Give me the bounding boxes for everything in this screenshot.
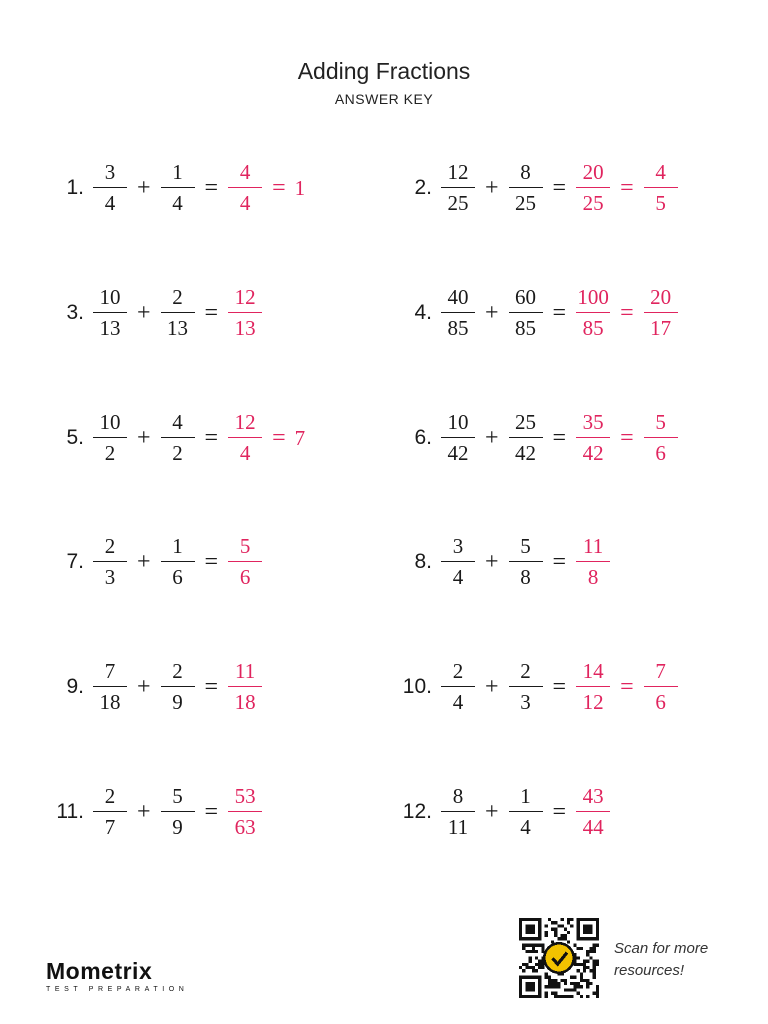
problem-3 bbox=[44, 283, 263, 343]
qr-caption-line1: Scan for more bbox=[614, 940, 709, 957]
addend-b bbox=[508, 162, 544, 214]
addend-b-numerator: 2 bbox=[172, 285, 183, 309]
addend-b bbox=[160, 661, 196, 713]
problem-5 bbox=[44, 408, 305, 468]
answer-simplified bbox=[643, 162, 679, 214]
plus-sign: + bbox=[485, 175, 499, 201]
answer-simplified-denominator: 17 bbox=[650, 316, 672, 340]
problem-number: 8. bbox=[414, 550, 432, 573]
problem-number: 6. bbox=[414, 426, 432, 449]
problem-number: 3. bbox=[66, 301, 84, 324]
problem-6 bbox=[392, 408, 679, 468]
plus-sign: + bbox=[137, 175, 151, 201]
addend-b-numerator: 2 bbox=[172, 659, 183, 683]
equals-sign: = bbox=[204, 425, 219, 451]
addend-a-denominator: 25 bbox=[447, 191, 469, 215]
answer-simplified-numerator: 20 bbox=[650, 285, 672, 309]
equals-sign: = bbox=[204, 674, 219, 700]
problem-1 bbox=[44, 158, 305, 218]
problem-number: 5. bbox=[66, 426, 84, 449]
plus-sign: + bbox=[485, 425, 499, 451]
addend-a bbox=[92, 536, 128, 588]
addend-a bbox=[440, 786, 476, 838]
problem-10 bbox=[392, 657, 679, 717]
qr-caption bbox=[614, 938, 708, 982]
addend-b bbox=[508, 661, 544, 713]
addend-b-numerator: 25 bbox=[515, 410, 537, 434]
problem-8 bbox=[392, 532, 611, 592]
answer-sum-numerator: 11 bbox=[234, 659, 256, 683]
problem-7 bbox=[44, 532, 263, 592]
addend-b bbox=[160, 786, 196, 838]
answer-sum-numerator: 35 bbox=[582, 410, 604, 434]
answer-simplified-numerator: 4 bbox=[655, 160, 666, 184]
problem-number: 2. bbox=[414, 176, 432, 199]
answer-sum bbox=[227, 536, 263, 588]
answer-sum-numerator: 5 bbox=[239, 534, 251, 558]
problem-number: 7. bbox=[66, 550, 84, 573]
equals-sign: = bbox=[272, 175, 286, 201]
problem-number: 12. bbox=[402, 800, 432, 823]
addend-a-numerator: 2 bbox=[452, 659, 464, 683]
addend-b-numerator: 1 bbox=[172, 534, 183, 558]
plus-sign: + bbox=[485, 549, 499, 575]
answer-sum-denominator: 85 bbox=[582, 316, 604, 340]
problem-9 bbox=[44, 657, 263, 717]
addend-a-denominator: 4 bbox=[452, 565, 464, 589]
answer-simplified bbox=[643, 661, 679, 713]
answer-sum bbox=[575, 661, 611, 713]
addend-a bbox=[92, 661, 128, 713]
addend-a bbox=[92, 786, 128, 838]
plus-sign: + bbox=[137, 674, 151, 700]
plus-sign: + bbox=[485, 674, 499, 700]
addend-a bbox=[440, 661, 476, 713]
addend-b-denominator: 2 bbox=[172, 441, 183, 465]
addend-b-denominator: 85 bbox=[515, 316, 537, 340]
checkmark-badge-icon bbox=[544, 943, 573, 972]
addend-b-numerator: 5 bbox=[520, 534, 531, 558]
answer-sum-numerator: 11 bbox=[582, 534, 604, 558]
problem-number: 11. bbox=[56, 800, 84, 823]
addend-a-denominator: 2 bbox=[104, 441, 116, 465]
answer-simplified-denominator: 6 bbox=[655, 690, 666, 714]
addend-b-numerator: 2 bbox=[520, 659, 531, 683]
answer-sum-numerator: 12 bbox=[234, 285, 256, 309]
page-subtitle: ANSWER KEY bbox=[334, 91, 434, 107]
logo-text: Mometrix bbox=[46, 958, 153, 984]
equals-sign: = bbox=[552, 425, 567, 451]
equals-sign: = bbox=[620, 674, 634, 700]
addend-b-numerator: 8 bbox=[520, 160, 531, 184]
addend-a-denominator: 4 bbox=[104, 191, 116, 215]
problem-2 bbox=[392, 158, 679, 218]
addend-b-denominator: 4 bbox=[172, 191, 183, 215]
addend-a-denominator: 7 bbox=[104, 815, 116, 839]
answer-simplified-numerator: 7 bbox=[655, 659, 666, 683]
addend-b-denominator: 9 bbox=[172, 815, 183, 839]
addend-a-denominator: 85 bbox=[447, 316, 469, 340]
problem-4 bbox=[392, 283, 679, 343]
plus-sign: + bbox=[137, 425, 151, 451]
answer-sum-numerator: 4 bbox=[239, 160, 251, 184]
answer-sum-numerator: 53 bbox=[234, 784, 256, 808]
answer-sum bbox=[575, 287, 611, 339]
qr-caption-line2: resources! bbox=[614, 962, 685, 979]
addend-a-numerator: 7 bbox=[104, 659, 116, 683]
answer-sum-numerator: 43 bbox=[582, 784, 604, 808]
addend-b-denominator: 6 bbox=[172, 565, 183, 589]
problem-number: 10. bbox=[402, 675, 432, 698]
plus-sign: + bbox=[137, 799, 151, 825]
answer-simplified bbox=[643, 412, 679, 464]
answer-sum-denominator: 63 bbox=[234, 815, 256, 839]
equals-sign: = bbox=[204, 300, 219, 326]
answer-sum bbox=[227, 661, 263, 713]
answer-sum-numerator: 12 bbox=[234, 410, 256, 434]
answer-simplified-denominator: 6 bbox=[655, 441, 666, 465]
answer-simplified-denominator: 5 bbox=[655, 191, 666, 215]
problem-11 bbox=[44, 782, 263, 842]
addend-b bbox=[160, 162, 196, 214]
equals-sign: = bbox=[620, 300, 634, 326]
equals-sign: = bbox=[552, 300, 567, 326]
addend-b bbox=[160, 536, 196, 588]
answer-simplified: 7 bbox=[294, 425, 306, 450]
equals-sign: = bbox=[272, 425, 286, 451]
answer-sum-denominator: 42 bbox=[582, 441, 604, 465]
problem-number: 4. bbox=[414, 301, 432, 324]
equals-sign: = bbox=[204, 175, 219, 201]
plus-sign: + bbox=[137, 300, 151, 326]
equals-sign: = bbox=[204, 799, 219, 825]
addend-b-denominator: 4 bbox=[520, 815, 531, 839]
answer-sum-denominator: 13 bbox=[234, 316, 256, 340]
plus-sign: + bbox=[137, 549, 151, 575]
equals-sign: = bbox=[552, 549, 567, 575]
addend-b-numerator: 1 bbox=[172, 160, 183, 184]
answer-sum-denominator: 25 bbox=[582, 191, 604, 215]
answer-sum-numerator: 20 bbox=[582, 160, 604, 184]
addend-b-numerator: 60 bbox=[515, 285, 537, 309]
answer-sum bbox=[575, 412, 611, 464]
addend-a bbox=[440, 287, 476, 339]
addend-a-denominator: 4 bbox=[452, 690, 464, 714]
addend-b bbox=[508, 287, 544, 339]
addend-a bbox=[92, 287, 128, 339]
addend-b-denominator: 9 bbox=[172, 690, 183, 714]
addend-b-numerator: 4 bbox=[172, 410, 183, 434]
page-title: Adding Fractions bbox=[297, 58, 471, 84]
answer-sum-denominator: 6 bbox=[239, 565, 251, 589]
addend-a-numerator: 12 bbox=[447, 160, 469, 184]
addend-b bbox=[160, 287, 196, 339]
addend-a bbox=[92, 412, 128, 464]
addend-a-denominator: 11 bbox=[447, 815, 469, 839]
logo-wordmark bbox=[46, 958, 188, 985]
addend-b-numerator: 1 bbox=[520, 784, 531, 808]
answer-sum bbox=[227, 287, 263, 339]
addend-a bbox=[440, 412, 476, 464]
answer-sum-denominator: 8 bbox=[587, 565, 599, 589]
problem-number: 9. bbox=[66, 675, 84, 698]
answer-sum-numerator: 14 bbox=[582, 659, 604, 683]
addend-a bbox=[92, 162, 128, 214]
answer-sum bbox=[575, 162, 611, 214]
answer-sum bbox=[227, 412, 263, 464]
answer-sum-numerator: 100 bbox=[577, 285, 609, 309]
addend-b-denominator: 13 bbox=[167, 316, 189, 340]
equals-sign: = bbox=[620, 425, 634, 451]
equals-sign: = bbox=[204, 549, 219, 575]
equals-sign: = bbox=[552, 799, 567, 825]
answer-sum-denominator: 4 bbox=[239, 441, 251, 465]
addend-a-numerator: 10 bbox=[99, 410, 121, 434]
addend-a-denominator: 13 bbox=[99, 316, 121, 340]
addend-a bbox=[440, 162, 476, 214]
addend-b bbox=[508, 412, 544, 464]
addend-a-denominator: 42 bbox=[447, 441, 469, 465]
answer-simplified: 1 bbox=[294, 175, 306, 200]
addend-b bbox=[508, 536, 544, 588]
equals-sign: = bbox=[552, 175, 567, 201]
answer-simplified bbox=[643, 287, 679, 339]
addend-a-numerator: 3 bbox=[104, 160, 116, 184]
addend-a-numerator: 3 bbox=[452, 534, 464, 558]
answer-sum-denominator: 44 bbox=[582, 815, 604, 839]
addend-b bbox=[160, 412, 196, 464]
problem-12 bbox=[392, 782, 611, 842]
answer-sum bbox=[575, 536, 611, 588]
addend-a-numerator: 8 bbox=[452, 784, 464, 808]
addend-b-numerator: 5 bbox=[172, 784, 183, 808]
addend-a bbox=[440, 536, 476, 588]
plus-sign: + bbox=[485, 799, 499, 825]
addend-a-numerator: 40 bbox=[447, 285, 469, 309]
addend-a-denominator: 3 bbox=[104, 565, 116, 589]
answer-simplified-numerator: 5 bbox=[655, 410, 666, 434]
answer-sum-denominator: 4 bbox=[239, 191, 251, 215]
addend-a-numerator: 10 bbox=[99, 285, 121, 309]
addend-b bbox=[508, 786, 544, 838]
answer-sum bbox=[227, 786, 263, 838]
answer-sum-denominator: 18 bbox=[234, 690, 256, 714]
addend-a-numerator: 2 bbox=[104, 534, 116, 558]
addend-a-numerator: 10 bbox=[447, 410, 469, 434]
equals-sign: = bbox=[552, 674, 567, 700]
addend-a-denominator: 18 bbox=[99, 690, 121, 714]
answer-sum bbox=[575, 786, 611, 838]
plus-sign: + bbox=[485, 300, 499, 326]
qr-code bbox=[519, 918, 599, 998]
problem-number: 1. bbox=[66, 176, 84, 199]
addend-b-denominator: 25 bbox=[515, 191, 537, 215]
addend-b-denominator: 3 bbox=[520, 690, 531, 714]
addend-a-numerator: 2 bbox=[104, 784, 116, 808]
equals-sign: = bbox=[620, 175, 634, 201]
addend-b-denominator: 42 bbox=[515, 441, 537, 465]
mometrix-logo bbox=[46, 958, 188, 993]
answer-sum-denominator: 12 bbox=[582, 690, 604, 714]
answer-sum bbox=[227, 162, 263, 214]
logo-subtext: TEST PREPARATION bbox=[46, 986, 189, 993]
addend-b-denominator: 8 bbox=[520, 565, 531, 589]
